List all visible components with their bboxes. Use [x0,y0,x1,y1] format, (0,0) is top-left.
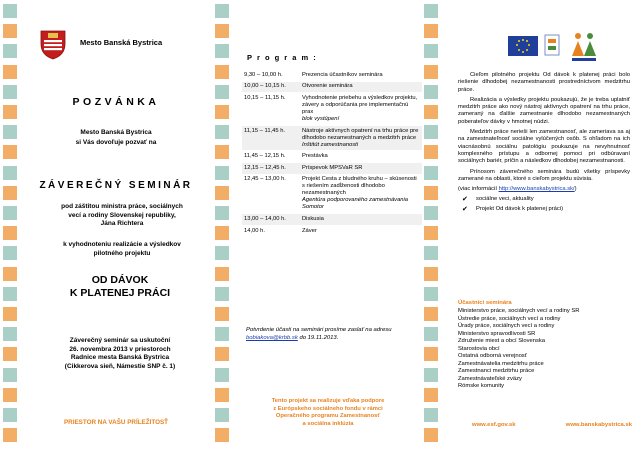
patronage-line: vecí a rodiny Slovenskej republiky, [68,211,176,219]
decorative-square [3,145,17,159]
decorative-square [3,428,17,442]
list-item: Úrady práce, sociálnych vecí a rodiny [458,323,555,329]
description-paragraph: Cieľom pilotného projektu Od dávok k platenej práci bolo riešenie dlhodobej nezamestnanosti prostredníctvom medzitrhu práce. [458,72,630,93]
program-row [242,93,422,126]
decorative-squares-column [3,0,17,450]
program-item-text: Príspevok MPSVaR SR [302,164,363,171]
city-name: Mesto Banská Bystrica [80,38,163,47]
program-item-note: blok vystúpení [302,115,340,122]
decorative-square [3,65,17,79]
decorative-square [215,105,229,119]
inviter-line: Mesto Banská Bystrica [80,129,152,136]
program-time: 12,15 – 12,45 h. [242,162,300,174]
program-time: 10,00 – 10,15 h. [242,81,300,93]
rsvp-prefix: Potvrdenie účasti na seminári prosíme zaslať na adresu [246,327,392,333]
program-item [300,93,422,126]
decorative-square [3,408,17,422]
decorative-square [3,125,17,139]
program-row [242,70,422,81]
program-item-text: Projekt Cesta z bludného kruhu – skúsenosti s riešením zadĺženosti dlhodobo nezamestnaných [302,176,417,197]
program-item [300,225,422,237]
program-row [242,81,422,93]
funding-line: Tento projekt sa realizuje vďaka podpore [271,398,385,404]
program-item-text: Prezencia účastníkov seminára [302,71,383,78]
event-details [36,337,204,371]
decorative-square [215,24,229,38]
list-item: Zamestnanci medzitrhu práce [458,368,535,374]
city-website-link[interactable]: http://www.banskabystrica.sk/ [498,186,575,193]
decorative-squares-column [215,0,229,450]
decorative-square [215,287,229,301]
decorative-square [424,347,438,361]
decorative-square [3,226,17,240]
decorative-square [424,226,438,240]
program-time: 13,00 – 14,00 h. [242,214,300,226]
decorative-square [424,166,438,180]
decorative-square [424,307,438,321]
program-row [242,225,422,237]
decorative-square [215,246,229,260]
funding-line: Operačného programu Zamestnanosť [275,413,381,420]
decorative-square [215,368,229,382]
description-paragraph: Prínosom záverečného seminára budú všetky príspevky zamerané na oblasti, ktoré s cieľom projektu súvisia. [458,168,630,182]
decorative-square [3,105,17,119]
decorative-square [215,4,229,18]
decorative-square [424,65,438,79]
program-row [242,214,422,226]
decorative-square [215,206,229,220]
program-row [242,125,422,151]
decorative-square [424,267,438,281]
decorative-square [215,388,229,402]
esf-logo-icon [544,34,560,56]
decorative-square [424,4,438,18]
project-title-line: K PLATENEJ PRÁCI [69,287,171,299]
participants-list [458,308,633,391]
project-title [36,274,204,300]
decorative-square [424,388,438,402]
description-paragraph: Realizácia a výsledky projektu poukazujú, že je treba uplatniť medzitrh práce ako nový nástroj aktívnych opatrení na trhu práce, zameraný na ďalšie zamestnanie dlhodobo nezamestnaných poberateľov dávky v hmotnej núdzi. [458,96,630,125]
decorative-square [424,24,438,38]
inviter-line: si Vás dovoľuje pozvať na [75,139,157,146]
eu-flag-logo-icon [508,32,538,62]
list-item: Ústredie práce, sociálnych vecí a rodiny [458,315,561,322]
project-info-panel [424,0,637,450]
list-item: Ministerstvo spravodlivosti SR [458,330,536,337]
program-row [242,174,422,214]
nav-path-item [462,196,630,203]
decorative-square [3,327,17,341]
list-item: Ministerstvo práce, sociálnych vecí a rodiny SR [458,308,580,314]
decorative-square [424,327,438,341]
list-item: Rómske komunity [458,383,505,389]
patronage-text [38,203,206,229]
decorative-square [424,105,438,119]
decorative-square [215,408,229,422]
program-time: 14,00 h. [242,225,300,237]
city-website-footer-link[interactable]: www.banskabystrica.sk [565,422,632,428]
project-title-line: OD DÁVOK [91,274,149,286]
more-info-line [458,186,630,193]
decorative-square [424,125,438,139]
decorative-square [3,246,17,260]
decorative-square [424,44,438,58]
decorative-square [424,145,438,159]
occasion-text [38,241,206,258]
occasion-line: k vyhodnoteniu realizácie a výsledkov [63,241,181,248]
esf-website-link[interactable]: www.esf.gov.sk [472,422,516,428]
program-time: 10,15 – 11,15 h. [242,93,300,126]
funding-note [242,398,414,428]
event-line: (Cikkerova sieň, Námestie SNP č. 1) [64,362,176,370]
rsvp-suffix: do 19.11.2013. [297,335,339,341]
program-row [242,162,422,174]
list-item: Starostovia obcí [458,345,500,352]
city-crest-icon [40,30,66,60]
program-item-text: Otvorenie seminára [302,83,353,90]
rsvp-email-link[interactable]: bobiakova@krbb.sk [246,335,298,341]
program-item-text: Záver [302,227,317,234]
decorative-square [215,307,229,321]
checkmark-icon: ✔ [462,205,468,213]
program-time: 12,45 – 13,00 h. [242,174,300,214]
decorative-square [215,145,229,159]
program-item [300,125,422,151]
program-item [300,70,422,81]
list-item: Ostatná odborná verejnosť [458,353,527,359]
event-line: Záverečný seminár sa uskutoční [69,337,171,344]
nav-path-text: Projekt Od dávok k platenej práci) [476,205,563,212]
decorative-square [3,206,17,220]
decorative-squares-column [424,0,438,450]
decorative-square [3,307,17,321]
checkmark-icon: ✔ [462,196,468,204]
decorative-square [3,44,17,58]
program-heading: P r o g r a m : [247,53,318,62]
decorative-square [3,166,17,180]
decorative-square [215,347,229,361]
decorative-square [215,166,229,180]
program-panel [212,0,424,450]
funding-line: a sociálna inklúzia [302,420,354,427]
decorative-square [215,267,229,281]
inviter-text [20,128,212,148]
motto-text: PRIESTOR NA VAŠU PRÍLEŽITOSŤ [63,419,169,426]
decorative-square [215,327,229,341]
program-table [242,70,422,237]
decorative-square [3,368,17,382]
decorative-square [424,287,438,301]
program-time: 9,30 – 10,00 h. [242,70,300,81]
nav-path-text: sociálne veci, aktuality [476,196,534,203]
decorative-square [3,24,17,38]
list-item: Zamestnávateľské zväzy [458,375,522,382]
decorative-square [3,287,17,301]
footer-links [472,422,632,428]
decorative-square [3,347,17,361]
program-item-note: Agentúra podporovaného zamestnávania Somotor [302,197,409,211]
description-paragraph: Medzitrh práce nerieši len zamestnanosť, ale zameriava sa aj na zamestnateľnosť sociálne vylúčených osôb. S ohľadom na ich viacnásobnú sociálnu patológiu poukazuje na nevyhnutnosť komplexného prístupu a odbornej pomoci pri odbúravaní sociálnych bariér, príčin a následkov dlhodobej nezamestnanosti. [458,129,630,165]
occasion-line: pilotného projektu [93,249,151,257]
program-item [300,81,422,93]
decorative-square [215,186,229,200]
list-item: Združenie miest a obcí Slovenska [458,338,545,344]
decorative-square [3,267,17,281]
event-line: 26. novembra 2013 v priestoroch [69,345,171,353]
partner-logos [508,28,637,68]
decorative-square [3,4,17,18]
participants-heading: Účastníci seminára [458,300,512,306]
program-row [242,151,422,163]
invitation-cover-panel [0,0,212,450]
nav-path-item [462,206,630,213]
decorative-square [424,186,438,200]
program-item [300,214,422,226]
program-item-text: Nástroje aktívnych opatrení na trhu práce pre dlhodobo nezamestnaných a medzitrh práce [302,127,419,141]
event-line: Radnice mesta Banská Bystrica [70,354,170,361]
patronage-line: pod záštitou ministra práce, sociálnych [61,203,183,210]
program-item [300,151,422,163]
decorative-square [3,85,17,99]
decorative-square [215,226,229,240]
project-description [458,72,630,215]
decorative-square [424,85,438,99]
funding-line: z Európskeho sociálneho fondu v rámci [273,405,383,412]
decorative-square [3,186,17,200]
program-item-note: Inštitút zamestnanosti [302,141,359,148]
program-item-text: Vyhodnotenie priebehu a výsledkov projektu, závery a odporúčania pre implementačnú prax [302,94,418,115]
program-item-text: Prestávka [302,153,328,160]
decorative-square [215,125,229,139]
decorative-square [3,388,17,402]
decorative-square [215,428,229,442]
invitation-heading: POZVÁNKA [72,96,160,108]
decorative-square [215,65,229,79]
decorative-square [215,85,229,99]
op-employment-logo-icon [566,28,602,64]
list-item: Zamestnávatelia medzitrhu práce [458,360,544,367]
program-time: 11,15 – 11,45 h. [242,125,300,151]
decorative-square [424,408,438,422]
program-item [300,162,422,174]
program-item-text: Diskusia [302,215,324,222]
program-time: 11,45 – 12,15 h. [242,151,300,163]
decorative-square [424,428,438,442]
rsvp-note [246,326,418,342]
patronage-line: Jána Richtera [100,220,144,227]
decorative-square [424,368,438,382]
program-item [300,174,422,214]
seminar-title: ZÁVEREČNÝ SEMINÁR [39,180,193,191]
decorative-square [424,206,438,220]
decorative-square [424,246,438,260]
more-info-suffix: ) [574,186,577,193]
more-info-prefix: (viac informácií [458,186,499,193]
decorative-square [215,44,229,58]
